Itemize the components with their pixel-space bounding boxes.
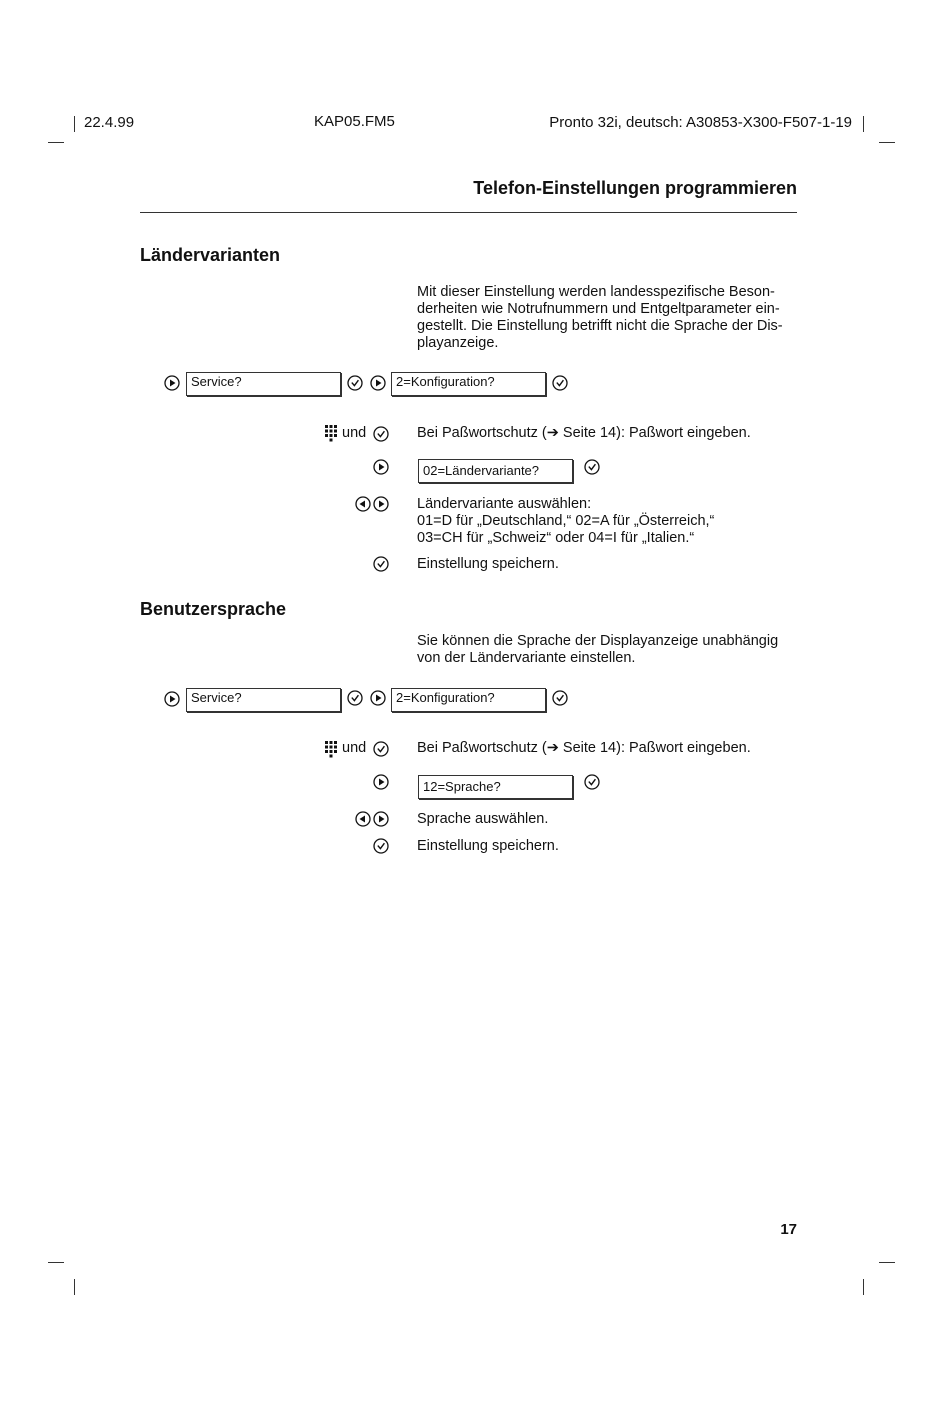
header-file: KAP05.FM5 <box>314 113 395 130</box>
display-service: Service? <box>186 688 341 712</box>
play-right-icon <box>164 691 180 707</box>
select-line: 01=D für „Deutschland,“ 02=A für „Österreich,“ <box>417 513 715 529</box>
intro-line: derheiten wie Notrufnummern und Entgeltparameter ein- <box>417 301 780 317</box>
select-instruction <box>417 496 714 547</box>
display-sprache: 12=Sprache? <box>418 775 573 799</box>
header-date: 22.4.99 <box>84 114 135 131</box>
select-instruction: Sprache auswählen. <box>417 811 549 827</box>
keypad-icon <box>324 424 338 442</box>
check-confirm-icon <box>584 459 600 475</box>
check-confirm-icon <box>373 741 389 757</box>
crop-mark <box>48 1262 64 1263</box>
title-rule <box>140 212 797 213</box>
check-confirm-icon <box>373 556 389 572</box>
intro-line: Sie können die Sprache der Displayanzeige unabhängig <box>417 633 779 649</box>
play-right-icon <box>373 774 389 790</box>
display-service: Service? <box>186 372 341 396</box>
save-instruction: Einstellung speichern. <box>417 556 559 572</box>
section-heading-laendervarianten: Ländervarianten <box>140 245 281 265</box>
password-instruction: Bei Paßwortschutz (➔ Seite 14): Paßwort eingeben. <box>417 425 751 441</box>
intro-line: von der Ländervariante einstellen. <box>417 650 636 666</box>
check-confirm-icon <box>552 375 568 391</box>
crop-mark <box>863 1279 864 1295</box>
display-konfiguration: 2=Konfiguration? <box>391 688 546 712</box>
crop-mark <box>879 1262 895 1263</box>
keypad-icon <box>324 740 338 758</box>
und-label: und <box>342 740 367 756</box>
check-confirm-icon <box>373 426 389 442</box>
save-instruction: Einstellung speichern. <box>417 838 559 854</box>
play-right-icon <box>373 496 389 512</box>
section-heading-benutzersprache: Benutzersprache <box>140 599 287 619</box>
crop-mark <box>74 1279 75 1295</box>
play-right-icon <box>373 811 389 827</box>
check-confirm-icon <box>552 690 568 706</box>
select-line: Ländervariante auswählen: <box>417 496 592 512</box>
play-left-icon <box>355 811 371 827</box>
play-right-icon <box>373 459 389 475</box>
section1-intro <box>417 284 807 352</box>
und-label: und <box>342 425 367 441</box>
intro-line: gestellt. Die Einstellung betrifft nicht die Sprache der Dis- <box>417 318 783 334</box>
play-right-icon <box>370 375 386 391</box>
display-konfiguration: 2=Konfiguration? <box>391 372 546 396</box>
password-instruction: Bei Paßwortschutz (➔ Seite 14): Paßwort eingeben. <box>417 740 751 756</box>
page-number: 17 <box>780 1221 797 1238</box>
play-left-icon <box>355 496 371 512</box>
crop-mark <box>863 116 864 132</box>
chapter-title: Telefon-Einstellungen programmieren <box>473 178 797 198</box>
section2-intro <box>417 633 807 667</box>
header-product: Pronto 32i, deutsch: A30853-X300-F507-1-19 <box>549 114 852 131</box>
play-right-icon <box>164 375 180 391</box>
check-confirm-icon <box>373 838 389 854</box>
check-confirm-icon <box>347 375 363 391</box>
play-right-icon <box>370 690 386 706</box>
crop-mark <box>48 142 64 143</box>
check-confirm-icon <box>347 690 363 706</box>
display-laendervariante: 02=Ländervariante? <box>418 459 573 483</box>
select-line: 03=CH für „Schweiz“ oder 04=I für „Italien.“ <box>417 530 695 546</box>
intro-line: playanzeige. <box>417 335 499 351</box>
check-confirm-icon <box>584 774 600 790</box>
intro-line: Mit dieser Einstellung werden landesspezifische Beson- <box>417 284 775 300</box>
crop-mark <box>879 142 895 143</box>
crop-mark <box>74 116 75 132</box>
